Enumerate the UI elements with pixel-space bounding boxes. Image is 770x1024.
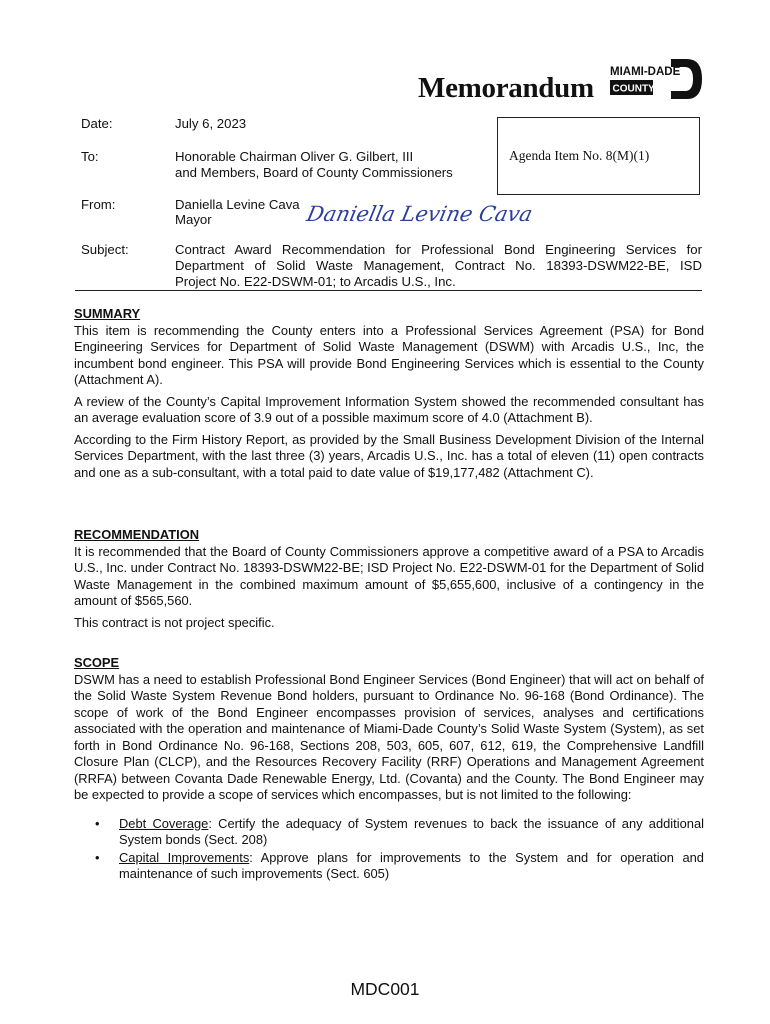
- mayor-signature: [304, 191, 535, 233]
- scope-list: [74, 816, 704, 883]
- summary-paragraph-3: According to the Firm History Report, as provided by the Small Business Development Division of the Internal Services Department, with the last three (3) years, Arcadis U.S., Inc. has a total of eleven (11) open contracts and one as a sub-consultant, with a total paid to date value of $19,177,482 (Attachment C).: [74, 431, 704, 480]
- recommendation-paragraph-1: It is recommended that the Board of County Commissioners approve a competitive award of a PSA to Arcadis U.S., Inc. under Contract No. 18393-DSWM22-BE; ISD Project No. E22-DSWM-01 for the Department of Solid Waste Management in the combined maximum amount of $5,655,600, inclusive of a contingency in the amount of $565,560.: [74, 543, 704, 608]
- miami-dade-county-logo: [609, 57, 703, 101]
- bullet-icon: •: [95, 815, 100, 831]
- to-line-2: and Members, Board of County Commissioners: [175, 165, 453, 180]
- recommendation-section: [74, 527, 704, 636]
- summary-section: [74, 306, 704, 486]
- subject-line-3: Project No. E22-DSWM-01; to Arcadis U.S., Inc.: [175, 274, 456, 289]
- date-value: July 6, 2023: [175, 116, 247, 131]
- summary-heading: SUMMARY: [74, 306, 141, 321]
- header-divider: [75, 290, 702, 291]
- summary-paragraph-1: This item is recommending the County enters into a Professional Services Agreement (PSA) for Bond Engineering Services for Department of Solid Waste Management (DSWM) with Arcadis U.S., Inc, the incumbent bond engineer. This PSA will provide Bond Engineering Services which is essential to the County (Attachment A).: [74, 322, 704, 387]
- recommendation-heading: RECOMMENDATION: [74, 527, 200, 542]
- date-label: Date:: [81, 116, 113, 131]
- scope-item-term: Debt Coverage: [119, 815, 209, 831]
- logo-text-line2: COUNTY: [612, 83, 655, 95]
- subject-line-2: Department of Solid Waste Management, Contract No. 18393-DSWM22-BE, ISD: [175, 258, 702, 273]
- scope-heading: SCOPE: [74, 655, 120, 670]
- from-label: From:: [81, 197, 116, 212]
- agenda-item-number: Agenda Item No. 8(M)(1): [509, 148, 650, 163]
- subject-line-1: Contract Award Recommendation for Professional Bond Engineering Services for: [175, 242, 702, 257]
- list-item: [74, 816, 704, 849]
- from-line-2: Mayor: [175, 212, 212, 227]
- logo-text-line1: MIAMI-DADE: [610, 66, 681, 78]
- scope-item-text: : Approve plans for improvements to the System and for operation and maintenance of such improvements (Sect. 605): [119, 849, 704, 881]
- list-item: [74, 850, 704, 883]
- memo-title: Memorandum: [418, 72, 594, 104]
- subject-label: Subject:: [81, 242, 129, 257]
- to-label: To:: [81, 149, 99, 164]
- recommendation-paragraph-2: This contract is not project specific.: [74, 614, 275, 630]
- summary-paragraph-2: A review of the County’s Capital Improvement Information System showed the recommended consultant has an average evaluation score of 3.9 out of a possible maximum score of 4.0 (Attachment B).: [74, 393, 704, 425]
- to-line-1: Honorable Chairman Oliver G. Gilbert, III: [175, 149, 414, 164]
- agenda-item-box: [497, 117, 700, 195]
- signature-text: Daniella Levine Cava: [304, 202, 535, 227]
- bullet-icon: •: [95, 849, 100, 865]
- scope-paragraph-1: DSWM has a need to establish Professional Bond Engineer Services (Bond Engineer) that will act on behalf of the Solid Waste System Revenue Bond holders, pursuant to Ordinance No. 96-168 (Bond Ordinance). The scope of work of the Bond Engineer encompasses provision of services, analyses and certifications associated with the operation and maintenance of Miami-Dade County’s Solid Waste System (System), as set forth in Bond Ordinance No. 96-168, Sections 208, 503, 605, 607, 612, 619, the Comprehensive Landfill Closure Plan (CLCP), and the Resources Recovery Facility (RRF) Operations and Management Agreement (RRFA) between Covanta Dade Renewable Energy, Ltd. (Covanta) and the County. The Bond Engineer may be expected to provide a scope of services which encompasses, but is not limited to the following:: [74, 671, 704, 802]
- logo-arch: [671, 59, 702, 99]
- from-line-1: Daniella Levine Cava: [175, 197, 300, 212]
- scope-section: [74, 655, 704, 884]
- page-code: MDC001: [350, 979, 420, 999]
- scope-item-term: Capital Improvements: [119, 849, 250, 865]
- scope-item-text: : Certify the adequacy of System revenues to back the issuance of any additional System bonds (Sect. 208): [119, 815, 704, 847]
